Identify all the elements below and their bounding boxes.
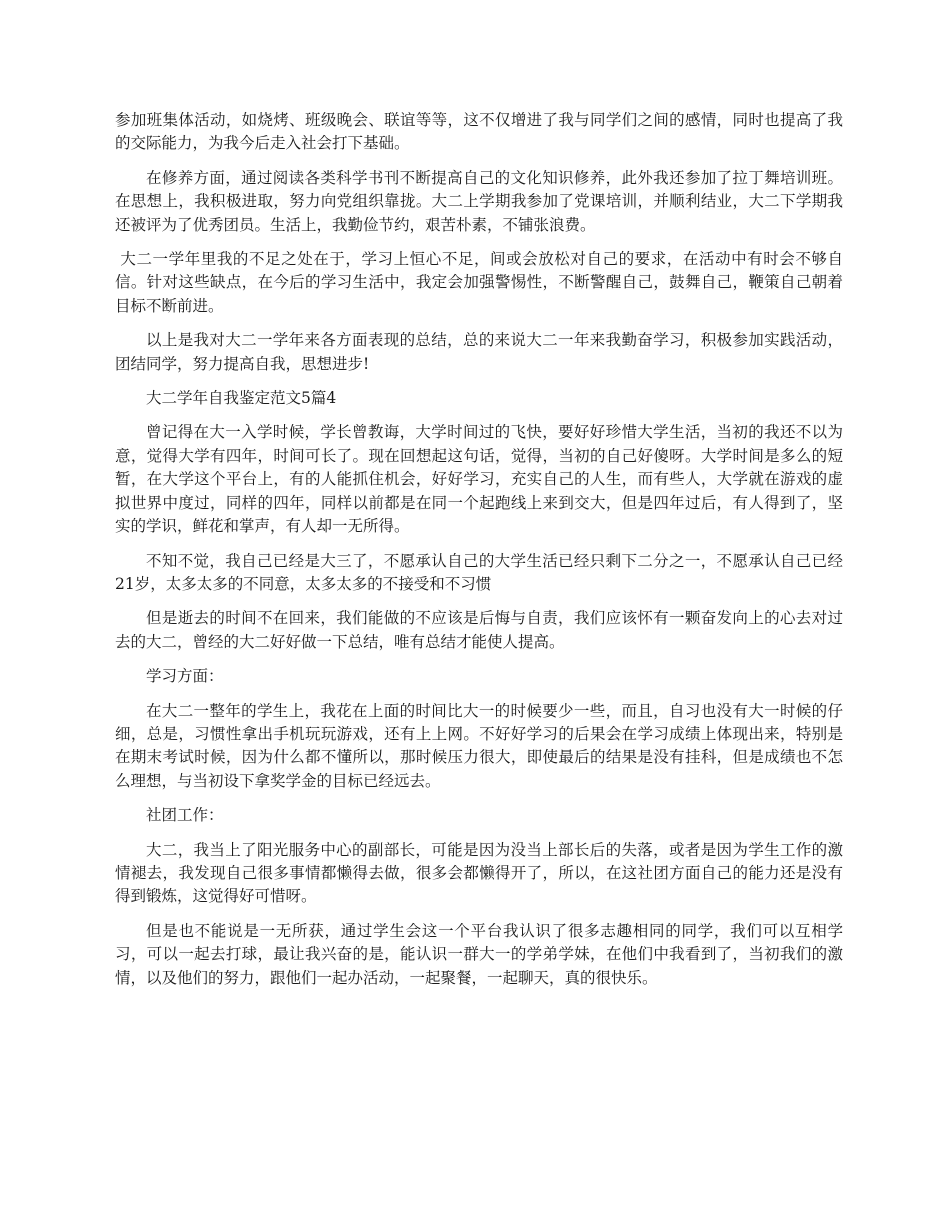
paragraph-shortcomings: 大二一学年里我的不足之处在于，学习上恒心不足，间或会放松对自己的要求，在活动中有时会不够自信。针对这些缺点，在今后的学习生活中，我定会加强警惕性，不断警醒自己，鼓舞自己，鞭策自己朝着目标不断前进。 — [115, 250, 843, 315]
paragraph-unaware: 不知不觉，我自己已经是大三了，不愿承认自己的大学生活已经只剩下二分之一，不愿承认自己已经21岁，太多太多的不同意，太多太多的不接受和不习惯 — [115, 551, 843, 593]
paragraph-club: 大二，我当上了阳光服务中心的副部长，可能是因为没当上部长后的失落，或者是因为学生工作的激情褪去，我发现自己很多事情都懒得去做，很多会都懒得开了，所以，在这社团方面自己的能力还是没有得到锻炼，这觉得好可惜呀。 — [115, 840, 843, 906]
paragraph-gains: 但是也不能说是一无所获，通过学生会这一个平台我认识了很多志趣相同的同学，我们可以互相学习，可以一起去打球，最让我兴奋的是，能认识一群大一的学弟学妹，在他们中我看到了，当初我们的激情，以及他们的努力，跟他们一起办活动，一起聚餐，一起聊天，真的很快乐。 — [115, 921, 843, 987]
paragraph-continuation: 参加班集体活动，如烧烤、班级晚会、联谊等等，这不仅增进了我与同学们之间的感情，同时也提高了我的交际能力，为我今后走入社会打下基础。 — [115, 111, 843, 153]
paragraph-cultivation: 在修养方面，通过阅读各类科学书刊不断提高自己的文化知识修养，此外我还参加了拉丁舞培训班。在思想上，我积极进取，努力向党组织靠拢。大二上学期我参加了党课培训，并顺利结业，大二下学期我还被评为了优秀团员。生活上，我勤俭节约，艰苦朴素，不铺张浪费。 — [115, 168, 843, 234]
paragraph-time-passed: 但是逝去的时间不在回来，我们能做的不应该是后悔与自责，我们应该怀有一颗奋发向上的心去对过去的大二，曾经的大二好好做一下总结，唯有总结才能使人提高。 — [115, 609, 843, 651]
section-heading: 大二学年自我鉴定范文5篇4 — [146, 389, 337, 408]
subheading-study: 学习方面： — [146, 667, 224, 686]
subheading-club: 社团工作： — [146, 806, 224, 825]
paragraph-memory: 曾记得在大一入学时候，学长曾教诲，大学时间过的飞快，要好好珍惜大学生活，当初的我还不以为意，觉得大学有四年，时间可长了。现在回想起这句话，觉得，当初的自己好傻呀。大学时间是多么的短暂，在大学这个平台上，有的人能抓住机会，好好学习，充实自己的人生，而有些人，大学就在游戏的虚拟世界中度过，同样的四年，同样以前都是在同一个起跑线上来到交大，但是四年过后，有人得到了，坚实的学识，鲜花和掌声，有人却一无所得。 — [115, 423, 843, 536]
document-body — [115, 109, 843, 1001]
paragraph-summary: 以上是我对大二一学年来各方面表现的总结，总的来说大二一年来我勤奋学习，积极参加实践活动，团结同学，努力提高自我，思想进步! — [115, 331, 843, 373]
paragraph-study: 在大二一整年的学生上，我花在上面的时间比大一的时候要少一些，而且，自习也没有大一时候的仔细，总是，习惯性拿出手机玩玩游戏，还有上上网。不好好学习的后果会在学习成绩上体现出来，特别是在期末考试时候，因为什么都不懂所以，那时候压力很大，即使最后的结果是没有挂科，但是成绩也不怎么理想，与当初设下拿奖学金的目标已经远去。 — [115, 701, 843, 790]
